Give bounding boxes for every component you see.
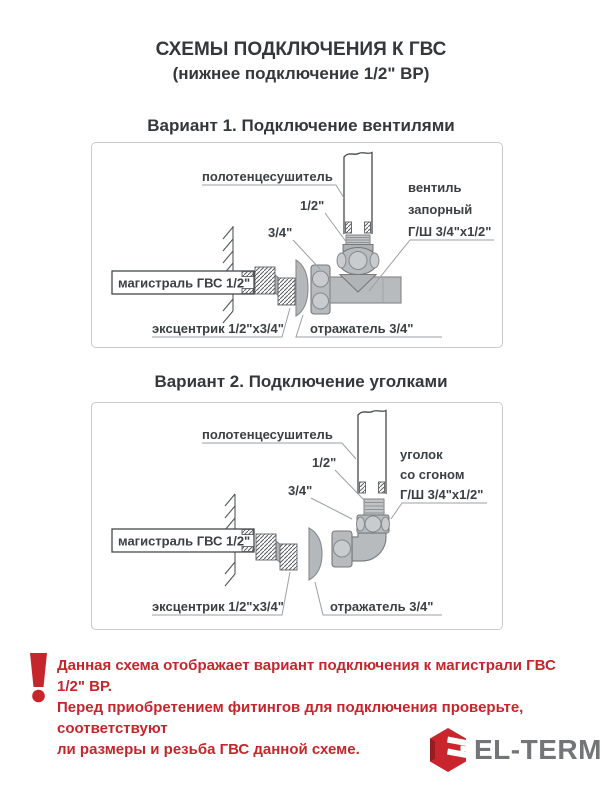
- towel-rail-label: полотенцесушитель: [202, 169, 333, 184]
- valve-label-line1: вентиль: [408, 180, 462, 195]
- variant1-panel: [91, 142, 503, 348]
- elbow-label-line3: Г/Ш 3/4"х1/2": [400, 487, 484, 502]
- half-inch-label: 1/2": [300, 198, 325, 213]
- elbow-body: [352, 533, 386, 561]
- variant1-diagram: [92, 143, 502, 347]
- variant1-heading: Вариант 1. Подключение вентилями: [147, 116, 455, 135]
- page-title: [0, 38, 602, 86]
- warning-line3: ли размеры и резьба ГВС данной схеме.: [57, 741, 360, 758]
- page-title-line2: (нижнее подключение 1/2" ВР): [172, 64, 430, 83]
- eccentric-fitting: [255, 267, 295, 305]
- reflector-plate: [309, 528, 322, 580]
- variant2-diagram: [92, 403, 502, 629]
- main-line-label: магистраль ГВС 1/2": [118, 275, 251, 291]
- exclamation-icon: [29, 653, 48, 703]
- page-title-line1: СХЕМЫ ПОДКЛЮЧЕНИЯ К ГВС: [155, 39, 447, 60]
- three-quarter-label: 3/4": [288, 483, 313, 498]
- main-line-label: магистраль ГВС 1/2": [118, 533, 251, 549]
- valve-label-line3: Г/Ш 3/4"х1/2": [408, 224, 492, 239]
- reflector-label: отражатель 3/4": [310, 321, 414, 336]
- el-term-logo-text: EL-TERM: [474, 734, 602, 765]
- elbow-label-line1: уголок: [400, 447, 443, 462]
- el-term-logo-icon: [428, 727, 468, 773]
- towel-rail-pipe: [344, 153, 372, 235]
- half-inch-label: 1/2": [312, 455, 337, 470]
- three-quarter-label: 3/4": [268, 225, 293, 240]
- valve-label-line2: запорный: [408, 202, 473, 217]
- variant2-heading: Вариант 2. Подключение уголками: [154, 372, 448, 391]
- towel-rail-label: полотенцесушитель: [202, 427, 333, 442]
- eccentric-label: эксцентрик 1/2"х3/4": [152, 599, 284, 614]
- eccentric-label: эксцентрик 1/2"х3/4": [152, 321, 284, 336]
- towel-rail-pipe: [358, 411, 386, 495]
- elbow-label-line2: со сгоном: [400, 467, 465, 482]
- elbow-fitting: [332, 499, 390, 567]
- warning-line2: Перед приобретением фитингов для подключения проверьте, соответствуют: [57, 699, 524, 737]
- warning-line1: Данная схема отображает вариант подключения к магистрали ГВС 1/2" ВР.: [57, 657, 556, 695]
- reflector-label: отражатель 3/4": [330, 599, 434, 614]
- reflector-plate: [296, 260, 308, 316]
- brand-logo: [428, 726, 602, 774]
- variant2-panel: [91, 402, 503, 630]
- valve: [311, 235, 401, 314]
- eccentric-fitting: [256, 534, 297, 570]
